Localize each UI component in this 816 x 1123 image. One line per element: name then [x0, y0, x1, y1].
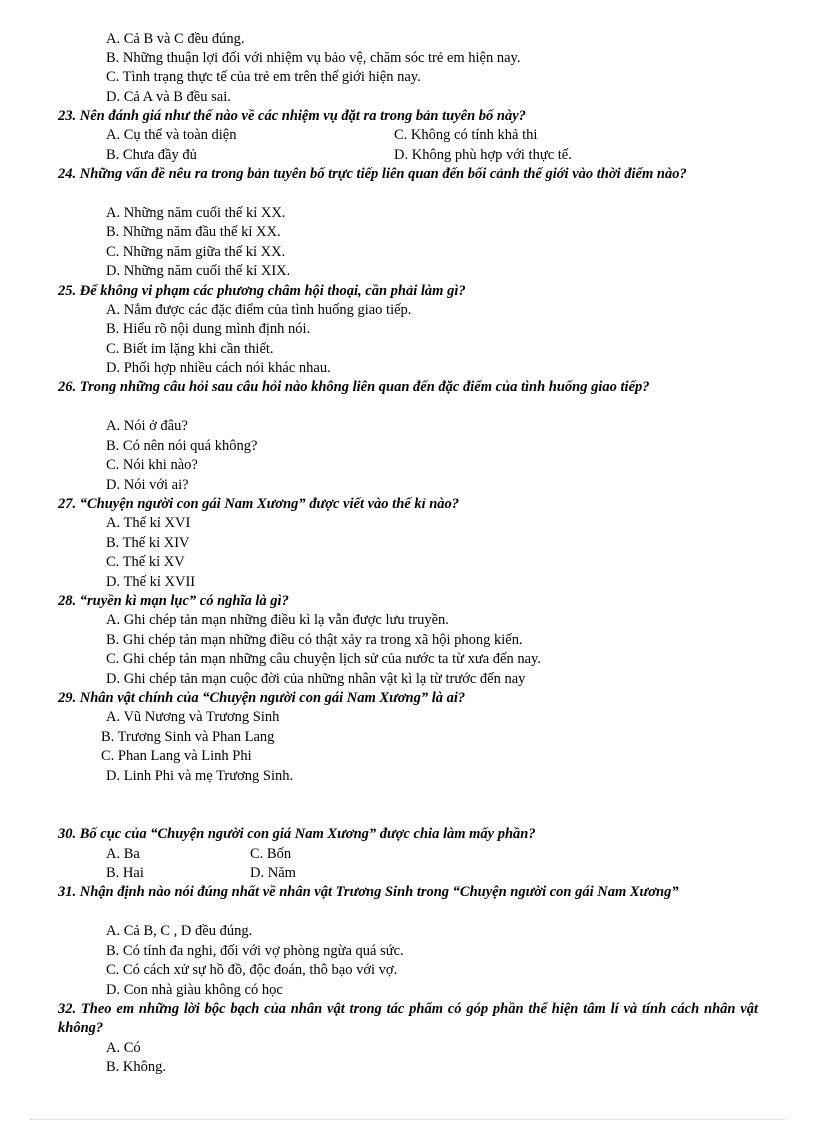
q24-option-b: B. Những năm đầu thế kỉ XX. — [106, 224, 281, 240]
q32-option-a: A. Có — [106, 1040, 141, 1056]
q32-option-b: B. Không. — [106, 1059, 167, 1075]
q24-option-a: A. Những năm cuối thế kỉ XX. — [106, 205, 286, 221]
q23-option-b: B. Chưa đầy đủ — [106, 147, 197, 163]
q29-option-a: A. Vũ Nương và Trương Sinh — [106, 709, 280, 725]
q26-option-b: B. Có nên nói quá không? — [106, 438, 258, 454]
q30-option-d: D. Năm — [250, 865, 296, 881]
q22-option-d: D. Cả A và B đều sai. — [106, 89, 231, 105]
q27-option-a: A. Thế kỉ XVI — [106, 515, 191, 531]
q29-option-d: D. Linh Phi và mẹ Trương Sinh. — [106, 768, 294, 784]
q23-option-a: A. Cụ thể và toàn diện — [106, 127, 237, 143]
page-bottom-divider — [30, 1119, 786, 1120]
q28-option-d: D. Ghi chép tản mạn cuộc đời của những nhân vật kì lạ từ trước đến nay — [106, 671, 526, 687]
q28-option-b: B. Ghi chép tản mạn những điều có thật xảy ra trong xã hội phong kiến. — [106, 632, 523, 648]
q26-question: 26. Trong những câu hỏi sau câu hỏi nào không liên quan đến đặc điểm của tình huống giao tiếp? — [58, 379, 650, 395]
q29-question: 29. Nhân vật chính của “Chuyện người con gái Nam Xương” là ai? — [58, 690, 466, 706]
q30-question: 30. Bố cục của “Chuyện người con giá Nam Xương” được chia làm mấy phần? — [58, 826, 536, 842]
q23-option-c: C. Không có tính khả thi — [394, 127, 538, 143]
q26-option-c: C. Nói khi nào? — [106, 457, 198, 473]
q24-option-d: D. Những năm cuối thế kỉ XIX. — [106, 263, 291, 279]
q24-question: 24. Những vấn đề nêu ra trong bản tuyên bố trực tiếp liên quan đến bối cảnh thế giới vào thời điểm nào? — [58, 166, 687, 182]
q31-option-a: A. Cả B, C , D đều đúng. — [106, 923, 253, 939]
q28-option-a: A. Ghi chép tản mạn những điều kì lạ vẫn được lưu truyền. — [106, 612, 449, 628]
q30-option-a: A. Ba — [106, 846, 140, 862]
q31-option-c: C. Có cách xử sự hồ đồ, độc đoán, thô bạo với vợ. — [106, 962, 398, 978]
q27-question: 27. “Chuyện người con gái Nam Xương” được viết vào thế kỉ nào? — [58, 496, 460, 512]
q31-question: 31. Nhận định nào nói đúng nhất về nhân vật Trương Sinh trong “Chuyện người con gái Nam Xương” — [58, 884, 679, 900]
q26-option-d: D. Nói với ai? — [106, 477, 189, 493]
q25-option-d: D. Phối hợp nhiều cách nói khác nhau. — [106, 360, 331, 376]
q29-option-c: C. Phan Lang và Linh Phi — [101, 748, 252, 764]
q29-option-b: B. Trương Sinh và Phan Lang — [101, 729, 275, 745]
q25-question: 25. Để không vi phạm các phương châm hội thoại, cần phải làm gì? — [58, 283, 466, 299]
q30-option-b: B. Hai — [106, 865, 144, 881]
q23-option-d: D. Không phù hợp với thực tế. — [394, 147, 572, 163]
q25-option-b: B. Hiểu rõ nội dung mình định nói. — [106, 321, 311, 337]
q27-option-b: B. Thế kỉ XIV — [106, 535, 190, 551]
q32-question: 32. Theo em những lời bộc bạch của nhân vật trong tác phẩm có góp phần thể hiện tâm lí và tính cách nhân vật không? — [58, 1001, 758, 1037]
q28-option-c: C. Ghi chép tản mạn những câu chuyện lịch sử của nước ta từ xưa đến nay. — [106, 651, 541, 667]
q31-option-d: D. Con nhà giàu không có học — [106, 982, 283, 998]
q30-option-c: C. Bốn — [250, 846, 292, 862]
q26-option-a: A. Nói ở đâu? — [106, 418, 188, 434]
q25-option-a: A. Nắm được các đặc điểm của tình huống giao tiếp. — [106, 302, 412, 318]
q25-option-c: C. Biết im lặng khi cần thiết. — [106, 341, 274, 357]
q22-option-c: C. Tình trạng thực tế của trẻ em trên thế giới hiện nay. — [106, 69, 421, 85]
q27-option-d: D. Thế kỉ XVII — [106, 574, 196, 590]
q27-option-c: C. Thế kỉ XV — [106, 554, 185, 570]
q31-option-b: B. Có tính đa nghi, đối với vợ phòng ngừa quá sức. — [106, 943, 404, 959]
q24-option-c: C. Những năm giữa thế kỉ XX. — [106, 244, 286, 260]
q28-question: 28. “ruyền kì mạn lục” có nghĩa là gì? — [58, 593, 289, 609]
q22-option-a: A. Cả B và C đều đúng. — [106, 31, 245, 47]
q23-question: 23. Nên đánh giá như thế nào về các nhiệm vụ đặt ra trong bản tuyên bố này? — [58, 108, 526, 124]
q22-option-b: B. Những thuận lợi đối với nhiệm vụ bảo vệ, chăm sóc trẻ em hiện nay. — [106, 50, 521, 66]
